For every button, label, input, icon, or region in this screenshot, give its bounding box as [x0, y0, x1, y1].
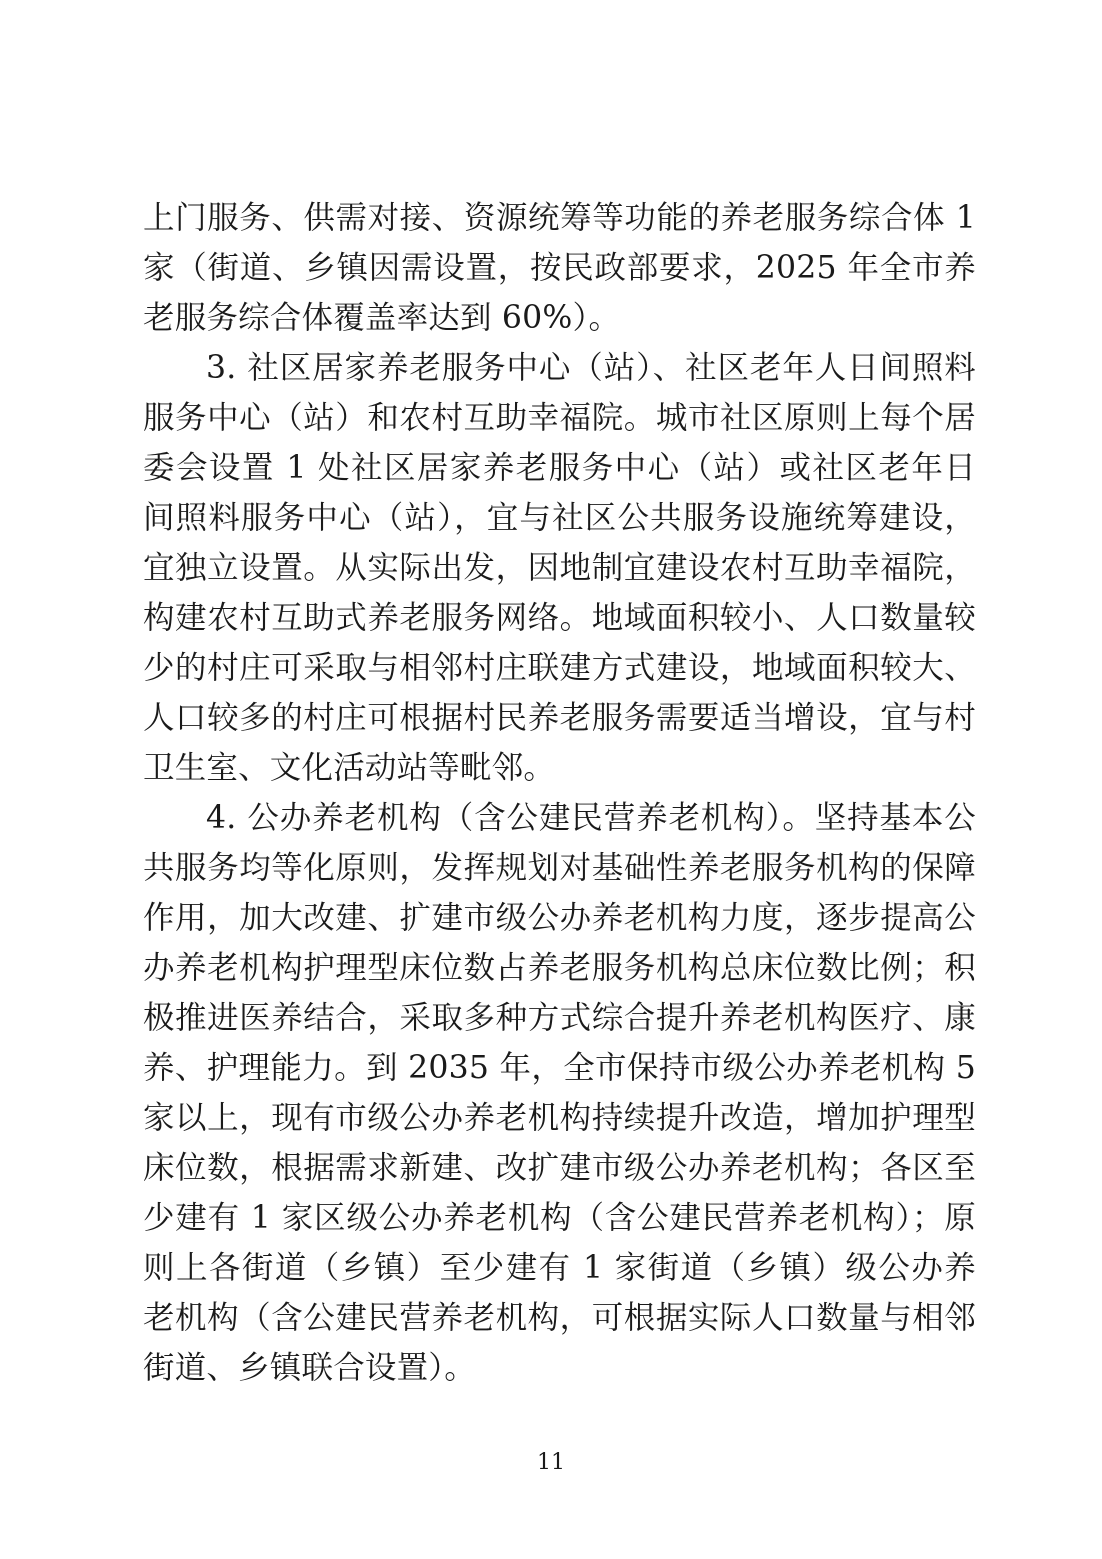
- paragraph-continued: 上门服务、供需对接、资源统筹等功能的养老服务综合体 1 家（街道、乡镇因需设置，按民政部要求，2025 年全市养老服务综合体覆盖率达到 60%）。: [143, 200, 976, 336]
- page-number: 11: [537, 1450, 565, 1475]
- paragraph-item-4: 4. 公办养老机构（含公建民营养老机构）。坚持基本公共服务均等化原则，发挥规划对基础性养老服务机构的保障作用，加大改建、扩建市级公办养老机构力度，逐步提高公办养老机构护理型床位数占养老服务机构总床位数比例；积极推进医养结合，采取多种方式综合提升养老机构医疗、康养、护理能力。到 2035 年，全市保持市级公办养老机构 5 家以上，现有市级公办养老机构持续提升改造，增加护理型床位数，根据需求新建、改扩建市级公办养老机构；各区至少建有 1 家区级公办养老机构（含公建民营养老机构）；原则上各街道（乡镇）至少建有 1 家街道（乡镇）级公办养老机构（含公建民营养老机构，可根据实际人口数量与相邻街道、乡镇联合设置）。: [143, 800, 976, 1386]
- paragraph-item-3: 3. 社区居家养老服务中心（站）、社区老年人日间照料服务中心（站）和农村互助幸福院。城市社区原则上每个居委会设置 1 处社区居家养老服务中心（站）或社区老年日间照料服务中心（站），宜与社区公共服务设施统筹建设，宜独立设置。从实际出发，因地制宜建设农村互助幸福院，构建农村互助式养老服务网络。地域面积较小、人口数量较少的村庄可采取与相邻村庄联建方式建设，地域面积较大、人口较多的村庄可根据村民养老服务需要适当增设，宜与村卫生室、文化活动站等毗邻。: [143, 350, 976, 786]
- document-body: [143, 193, 976, 1393]
